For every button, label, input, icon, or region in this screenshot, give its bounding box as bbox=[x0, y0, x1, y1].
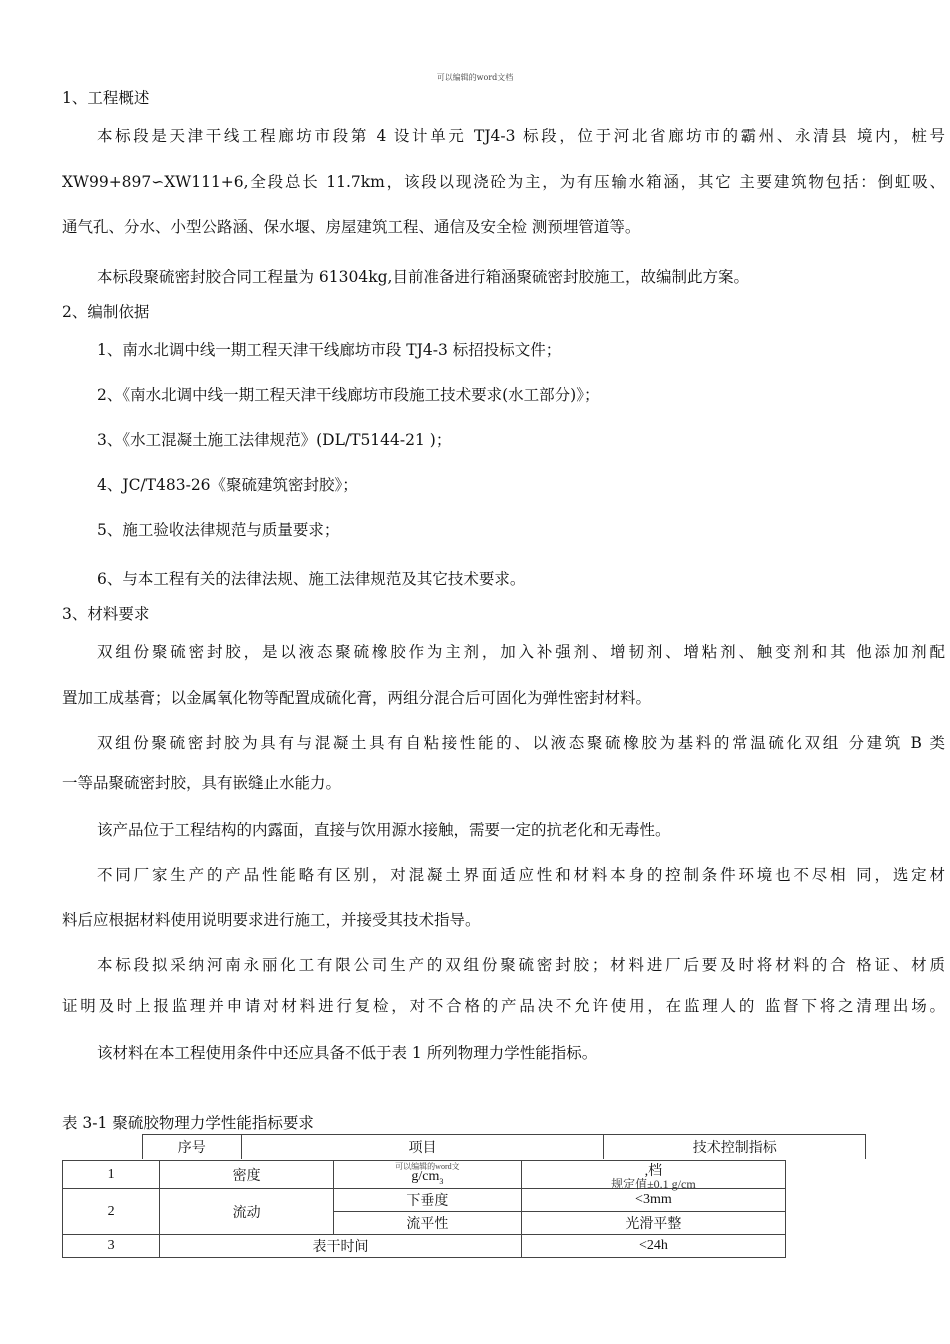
paragraph-line: 该材料在本工程使用条件中还应具备不低于表 1 所列物理力学性能指标。 bbox=[97, 1044, 598, 1062]
list-item: 5、施工验收法律规范与质量要求； bbox=[97, 521, 340, 539]
paragraph-line: 一等品聚硫密封胶，具有嵌缝止水能力。 bbox=[62, 774, 342, 792]
table-row bbox=[63, 1189, 786, 1212]
paragraph-line: 置加工成基膏；以金属氧化物等配置成硫化膏，两组分混合后可固化为弹性密封材料。 bbox=[62, 689, 652, 707]
table-header bbox=[142, 1134, 866, 1159]
value-cell: <24h bbox=[521, 1235, 785, 1258]
paragraph-line: 本标段聚硫密封胶合同工程量为 61304kg,目前准备进行箱涵聚硫密封胶施工，故编制此方案。 bbox=[97, 268, 749, 286]
row-number: 1 bbox=[63, 1161, 160, 1189]
unit-superscript: 3 bbox=[439, 1176, 444, 1186]
row-number: 3 bbox=[63, 1235, 160, 1258]
value-top: ,档 bbox=[644, 1163, 663, 1179]
item-cell: 表干时间 bbox=[160, 1235, 522, 1258]
table-row bbox=[63, 1161, 786, 1189]
paragraph-line: 料后应根据材料使用说明要求进行施工，并接受其技术指导。 bbox=[62, 911, 481, 929]
paragraph-line: 证明及时上报监理并申请对材料进行复检，对不合格的产品决不允许使用，在监理人的 监督下将之清理出场。 bbox=[62, 997, 945, 1015]
paragraph-line: 该产品位于工程结构的内露面，直接与饮用源水接触，需要一定的抗老化和无毒性。 bbox=[97, 821, 671, 839]
paragraph-line: 双组份聚硫密封胶为具有与混凝土具有自粘接性能的、以液态聚硫橡胶为基料的常温硫化双组 分建筑 B 类 bbox=[97, 734, 945, 752]
section-3-title: 3、材料要求 bbox=[62, 605, 150, 623]
list-item: 6、与本工程有关的法律法规、施工法律规范及其它技术要求。 bbox=[97, 570, 526, 588]
header-cell: 序号 bbox=[143, 1135, 242, 1160]
table-caption: 表 3-1 聚硫胶物理力学性能指标要求 bbox=[62, 1114, 314, 1132]
section-1-title: 1、工程概述 bbox=[62, 89, 150, 107]
paragraph-line: 双组份聚硫密封胶，是以液态聚硫橡胶作为主剂，加入补强剂、增韧剂、增粘剂、触变剂和其 他添加剂配 bbox=[97, 643, 945, 661]
spec-table bbox=[62, 1160, 786, 1258]
sub-item-cell: 流平性 bbox=[334, 1212, 522, 1235]
value-cut: 规定值±0.1 g/cm bbox=[611, 1176, 696, 1191]
header-watermark: 可以编辑的word文档 bbox=[436, 73, 514, 82]
header-cell: 项目 bbox=[241, 1135, 604, 1160]
paragraph-line: 不同厂家生产的产品性能略有区别，对混凝土界面适应性和材料本身的控制条件环境也不尽相 同，选定材 bbox=[97, 866, 945, 884]
section-2-title: 2、编制依据 bbox=[62, 303, 150, 321]
paragraph-line: 本标段拟采纳河南永丽化工有限公司生产的双组份聚硫密封胶；材料进厂后要及时将材料的合 格证、材质 bbox=[97, 956, 945, 974]
item-cell: 密度 bbox=[160, 1161, 334, 1189]
item-cell: 流动 bbox=[160, 1189, 334, 1235]
list-item: 1、南水北调中线一期工程天津干线廊坊市段 TJ4-3 标招投标文件； bbox=[97, 341, 562, 359]
value-cell bbox=[521, 1161, 785, 1189]
row-number: 2 bbox=[63, 1189, 160, 1235]
sub-item-cell: 下垂度 bbox=[334, 1189, 522, 1212]
cell-watermark: 可以编辑的word文 bbox=[395, 1161, 460, 1171]
list-item: 3、《水工混凝土施工法律规范》(DL/T5144-21 )； bbox=[97, 431, 452, 449]
paragraph-line: XW99+897∽XW111+6,全段总长 11.7km，该段以现浇砼为主，为有压输水箱涵，其它 主要建筑物包括：倒虹吸、 bbox=[62, 173, 945, 191]
paragraph-line: 本标段是天津干线工程廊坊市段第 4 设计单元 TJ4-3 标段，位于河北省廊坊市的霸州、永清县 境内，桩号 bbox=[97, 127, 945, 145]
list-item: 4、JC/T483-26《聚硫建筑密封胶》； bbox=[97, 476, 358, 494]
list-item: 2、《南水北调中线一期工程天津干线廊坊市段施工技术要求(水工部分)》； bbox=[97, 386, 600, 404]
header-cell: 技术控制指标 bbox=[604, 1135, 866, 1160]
value-cell: <3mm bbox=[521, 1189, 785, 1212]
table-row bbox=[63, 1235, 786, 1258]
paragraph-line: 通气孔、分水、小型公路涵、保水堰、房屋建筑工程、通信及安全检 测预埋管道等。 bbox=[62, 218, 641, 236]
value-cell: 光滑平整 bbox=[521, 1212, 785, 1235]
unit-cell bbox=[334, 1161, 522, 1189]
unit-text: g/cm bbox=[411, 1168, 440, 1184]
